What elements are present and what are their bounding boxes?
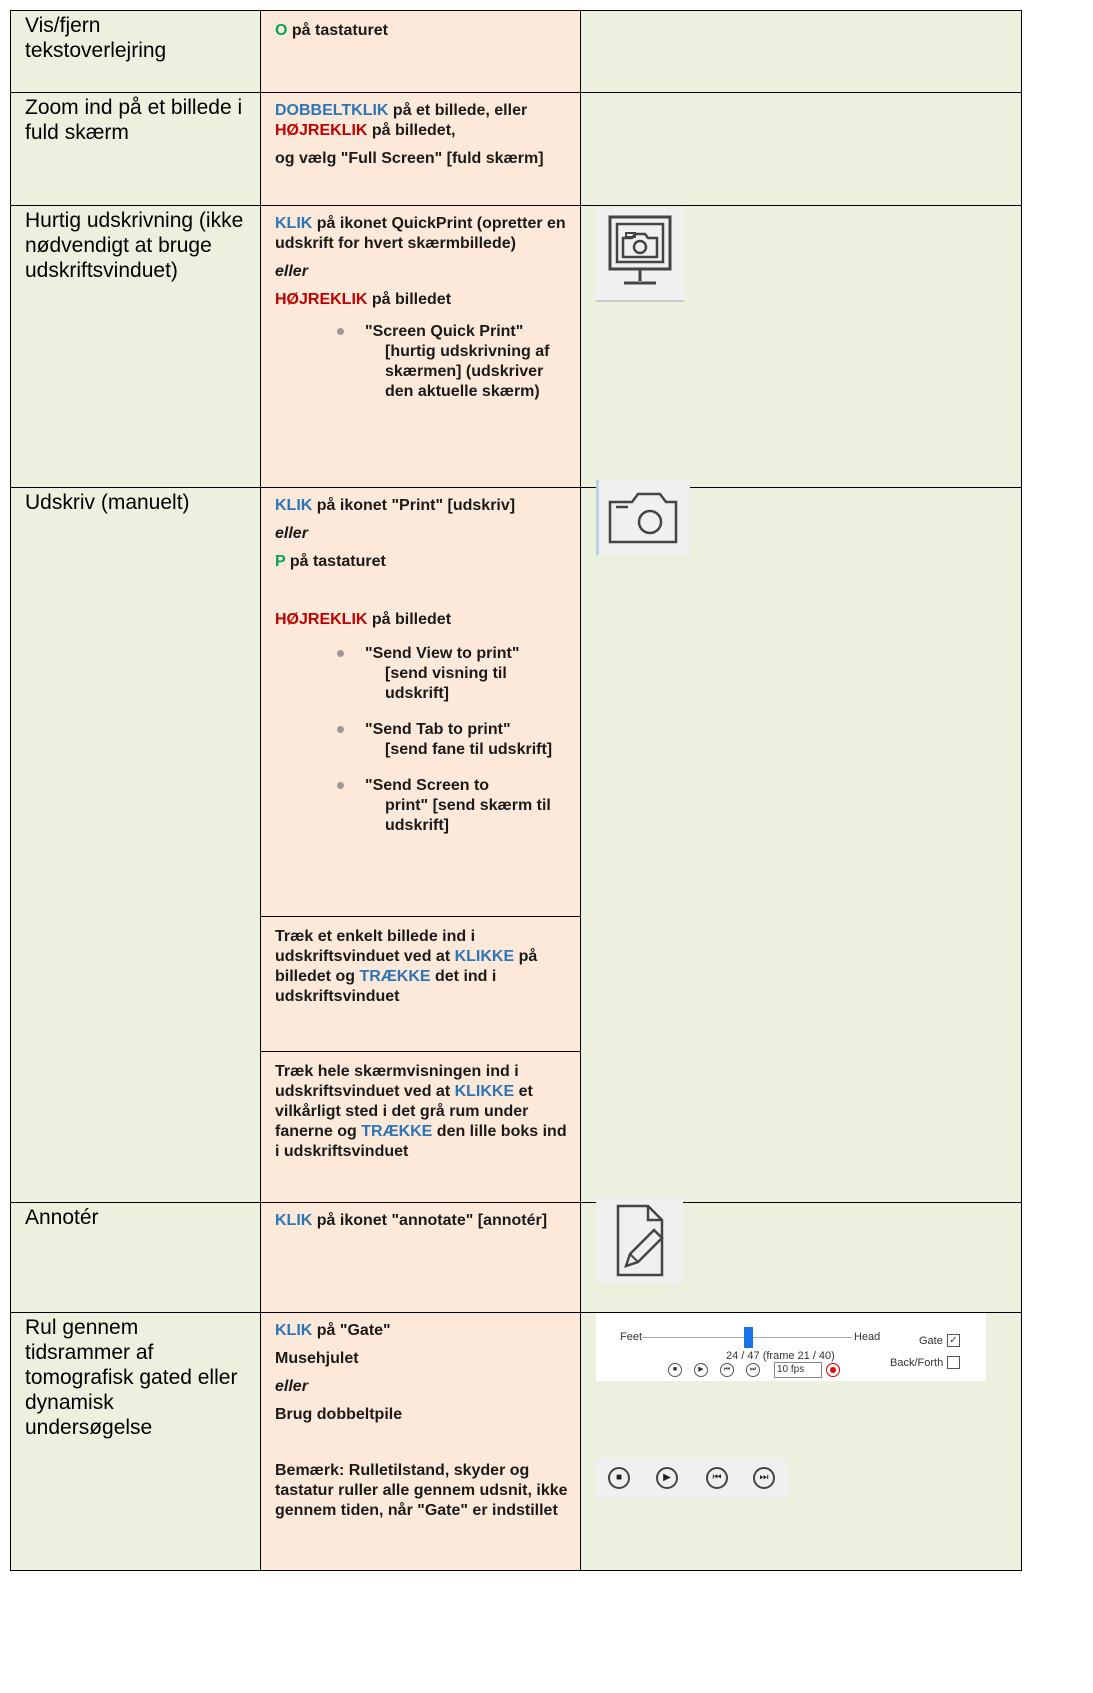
instruction-cell: Træk hele skærmvisningen ind i udskriftsvinduet ved at KLIKKE et vilkårligt sted i det grå rum under fanerne og TRÆKKE den lille boks ind i udskriftsvinduet <box>261 1052 581 1203</box>
action-label: Udskriv (manuelt) <box>25 491 190 514</box>
gate-label: Gate <box>919 1335 943 1347</box>
instruction-cell: KLIK på ikonet QuickPrint (opretter en udskrift for hvert skærmbillede) eller HØJREKLIK på billedet "Screen Quick Print" [hurtig udskrivning af skærmen] (udskriver den aktuelle skærm) <box>261 206 581 488</box>
list-item: "Send Screen to print" [send skærm til udskrift] <box>275 776 570 836</box>
gate-checkbox[interactable]: ✓ <box>947 1334 960 1347</box>
back-forth-label: Back/Forth <box>890 1357 944 1369</box>
table-row <box>11 1203 1022 1313</box>
record-button[interactable] <box>826 1363 840 1377</box>
stop-button[interactable]: ■ <box>668 1363 682 1377</box>
camera-icon <box>596 480 690 555</box>
previous-frame-button[interactable]: ⏮ <box>706 1467 728 1489</box>
action-label: Zoom ind på et billede i fuld skærm <box>25 96 243 144</box>
list-item: "Screen Quick Print" [hurtig udskrivning af skærmen] (udskriver den aktuelle skærm) <box>275 322 570 402</box>
instruction-cell: KLIK på ikonet "annotate" [annotér] <box>261 1203 581 1313</box>
instruction-cell: KLIK på ikonet "Print" [udskriv] eller P på tastaturet HØJREKLIK på billedet "Send View to print" [send visning til udskrift] "Send Tab to print" [send fane til udskrift] "Send Screen to print" [send skærm til udskrift] <box>261 488 581 917</box>
playback-controls-enlarged <box>596 1458 788 1498</box>
frame-readout: 24 / 47 (frame 21 / 40) <box>726 1350 835 1362</box>
next-frame-button[interactable]: ⏭ <box>746 1363 760 1377</box>
instruction-cell: DOBBELTKLIK på et billede, eller HØJREKLIK på billedet, og vælg "Full Screen" [fuld skærm] <box>261 93 581 206</box>
slice-slider-thumb[interactable] <box>744 1327 753 1348</box>
table-row <box>11 488 1022 917</box>
feet-label: Feet <box>620 1331 643 1343</box>
action-label: Vis/fjern tekstoverlejring <box>25 14 167 62</box>
annotate-pencil-icon <box>596 1198 683 1283</box>
action-cell <box>11 488 261 1203</box>
action-label: Rul gennem tidsrammer af tomografisk gated eller dynamisk undersøgelse <box>25 1316 238 1439</box>
list-item: "Send Tab to print" [send fane til udskrift] <box>275 720 570 760</box>
previous-frame-button[interactable]: ⏮ <box>720 1363 734 1377</box>
action-cell <box>11 11 261 93</box>
play-button[interactable]: ▶ <box>694 1363 708 1377</box>
instruction-cell: KLIK på "Gate" Musehjulet eller Brug dobbeltpile Bemærk: Rulletilstand, skyder og tastatur ruller alle gennem udsnit, ikke gennem tiden, når "Gate" er indstillet <box>261 1313 581 1571</box>
list-item: "Send View to print" [send visning til udskrift] <box>275 644 570 704</box>
illustration-cell <box>581 11 1022 93</box>
instruction-cell: O på tastaturet <box>261 11 581 93</box>
head-label: Head <box>854 1331 881 1343</box>
action-cell <box>11 93 261 206</box>
back-forth-checkbox[interactable] <box>947 1356 960 1369</box>
next-frame-button[interactable]: ⏭ <box>753 1467 775 1489</box>
action-cell <box>11 1203 261 1313</box>
stop-button[interactable]: ■ <box>608 1467 630 1489</box>
cine-controls <box>596 1313 986 1381</box>
illustration-cell <box>581 93 1022 206</box>
fps-stepper[interactable]: 10 fps <box>774 1362 822 1378</box>
table-row <box>11 11 1022 93</box>
table-row <box>11 206 1022 488</box>
illustration-cell <box>581 488 1022 1203</box>
instruction-cell: Træk et enkelt billede ind i udskriftsvinduet ved at KLIKKE på billedet og TRÆKKE det ind i udskriftsvinduet <box>261 917 581 1052</box>
action-label: Hurtig udskrivning (ikke nødvendigt at bruge udskriftsvinduet) <box>25 209 244 282</box>
play-button[interactable]: ▶ <box>656 1467 678 1489</box>
quickprint-icon <box>596 207 684 302</box>
action-cell <box>11 206 261 488</box>
table-row <box>11 93 1022 206</box>
action-label: Annotér <box>25 1206 99 1229</box>
action-cell <box>11 1313 261 1571</box>
